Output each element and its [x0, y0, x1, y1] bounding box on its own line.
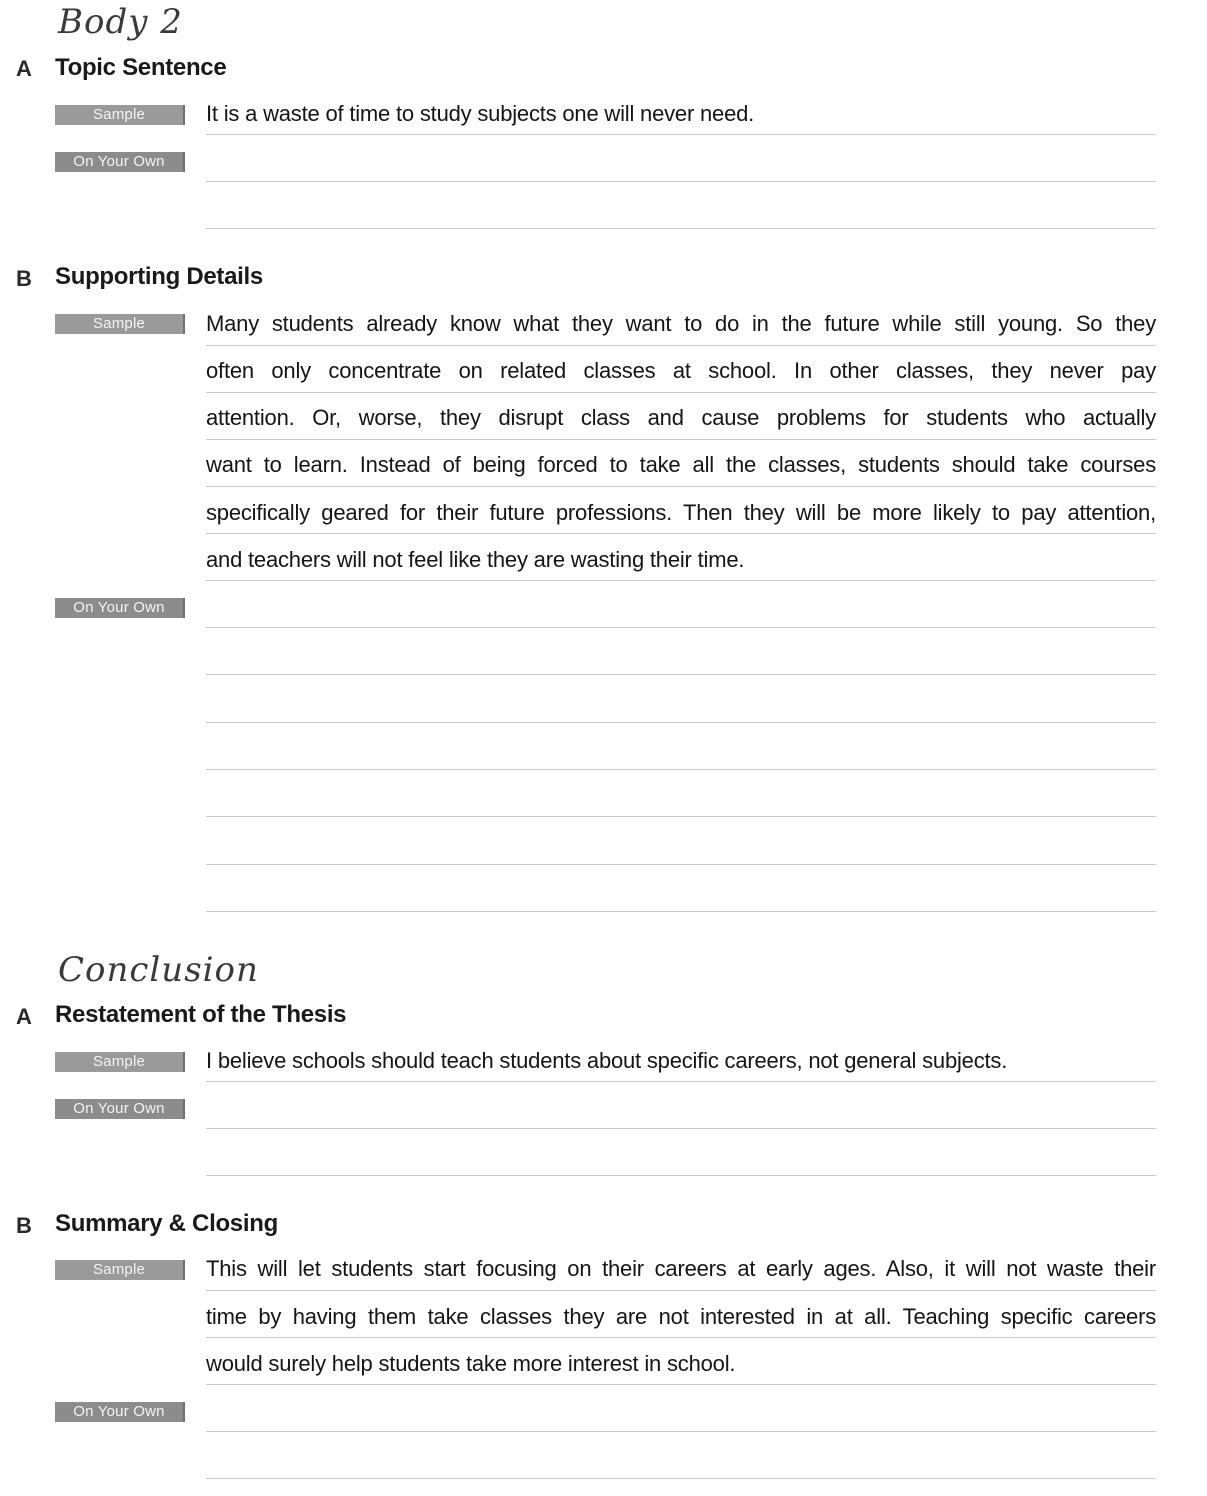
writing-line: [206, 134, 1156, 135]
sample-text-line: specifically geared for their future professions. Then they will be more likely to pay attention,: [206, 500, 1156, 525]
sample-text-line: attention. Or, worse, they disrupt class and cause problems for students who actually: [206, 405, 1156, 430]
sample-text-line: often only concentrate on related classes at school. In other classes, they never pay: [206, 358, 1156, 383]
writing-line-input[interactable]: [206, 1478, 1156, 1479]
writing-line-input[interactable]: [206, 1431, 1156, 1432]
section-letter-b: B: [16, 1213, 32, 1238]
sample-text-line: and teachers will not feel like they are wasting their time.: [206, 547, 745, 572]
writing-line-input[interactable]: [206, 181, 1156, 182]
writing-line-input[interactable]: [206, 627, 1156, 628]
writing-line-input[interactable]: [206, 1175, 1156, 1176]
sample-tag: Sample: [55, 105, 185, 125]
on-your-own-tag: On Your Own: [55, 1402, 185, 1422]
writing-line-input[interactable]: [206, 1128, 1156, 1129]
topic-sentence-title: Topic Sentence: [55, 54, 227, 81]
sample-text-line: time by having them take classes they are not interested in at all. Teaching specific careers: [206, 1304, 1156, 1329]
on-your-own-tag: On Your Own: [55, 152, 185, 172]
body2-heading: Body 2: [58, 2, 183, 42]
writing-line: [206, 392, 1156, 393]
writing-line: [206, 1081, 1156, 1082]
sample-text-line: want to learn. Instead of being forced to take all the classes, students should take courses: [206, 452, 1156, 477]
writing-line: [206, 345, 1156, 346]
section-letter-a: A: [16, 56, 32, 81]
sample-tag: Sample: [55, 314, 185, 334]
supporting-details-title: Supporting Details: [55, 263, 263, 290]
writing-line: [206, 486, 1156, 487]
sample-text-line: It is a waste of time to study subjects one will never need.: [206, 101, 755, 126]
sample-text-line: I believe schools should teach students about specific careers, not general subjects.: [206, 1048, 1008, 1073]
conclusion-heading: Conclusion: [58, 950, 259, 990]
section-letter-b: B: [16, 266, 32, 291]
on-your-own-tag: On Your Own: [55, 1099, 185, 1119]
writing-line: [206, 580, 1156, 581]
writing-line-input[interactable]: [206, 674, 1156, 675]
writing-line: [206, 1337, 1156, 1338]
writing-line-input[interactable]: [206, 722, 1156, 723]
writing-line-input[interactable]: [206, 911, 1156, 912]
sample-tag: Sample: [55, 1260, 185, 1280]
writing-line-input[interactable]: [206, 816, 1156, 817]
section-letter-a: A: [16, 1004, 32, 1029]
writing-line: [206, 1290, 1156, 1291]
writing-line: [206, 439, 1156, 440]
sample-text-line: Many students already know what they want to do in the future while still young. So they: [206, 311, 1156, 336]
writing-line: [206, 1384, 1156, 1385]
sample-text-line: This will let students start focusing on their careers at early ages. Also, it will not waste their: [206, 1256, 1156, 1281]
restatement-title: Restatement of the Thesis: [55, 1001, 347, 1028]
summary-closing-title: Summary & Closing: [55, 1210, 278, 1237]
writing-line: [206, 533, 1156, 534]
writing-line-input[interactable]: [206, 228, 1156, 229]
writing-line-input[interactable]: [206, 769, 1156, 770]
writing-line-input[interactable]: [206, 864, 1156, 865]
on-your-own-tag: On Your Own: [55, 598, 185, 618]
sample-text-line: would surely help students take more interest in school.: [206, 1351, 736, 1376]
sample-tag: Sample: [55, 1052, 185, 1072]
